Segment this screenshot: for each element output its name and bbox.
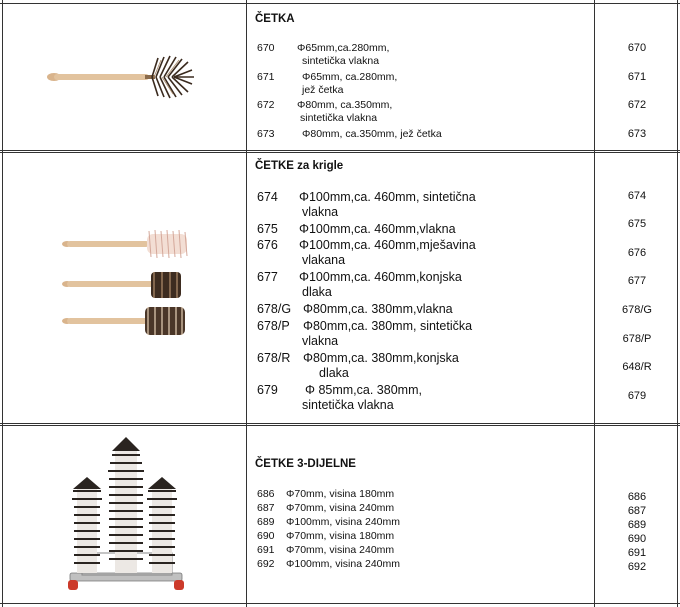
item-description: sintetička vlakna xyxy=(302,398,394,412)
item-code: 687 xyxy=(257,502,275,514)
item-description: Φ65mm,ca.280mm, xyxy=(297,42,390,54)
reference-number: 686 xyxy=(627,491,647,503)
item-code: 675 xyxy=(257,222,278,236)
item-description: Φ80mm,ca. 380mm, sintetička xyxy=(303,319,473,333)
item-code: 690 xyxy=(257,530,275,542)
item-description: sintetička vlakna xyxy=(300,112,378,124)
reference-number: 670 xyxy=(627,42,647,54)
reference-number: 692 xyxy=(627,561,647,573)
row-divider xyxy=(0,423,680,424)
reference-number: 648/R xyxy=(622,361,652,373)
item-code: 674 xyxy=(257,190,278,204)
table-border-top xyxy=(0,3,680,4)
brush-dark xyxy=(62,272,181,298)
item-description: sintetička vlakna xyxy=(302,55,380,67)
item-description: Φ100mm, visina 240mm xyxy=(286,558,400,570)
item-code: 678/R xyxy=(257,351,291,365)
item-code: 679 xyxy=(257,383,278,397)
three-part-brush-image xyxy=(62,433,192,593)
item-description: Φ65mm, ca.280mm, xyxy=(302,71,398,83)
item-description: Φ80mm, ca.350mm, jež četka xyxy=(302,128,442,140)
item-code: 672 xyxy=(257,99,275,111)
row-divider xyxy=(0,150,680,151)
item-code: 678/P xyxy=(257,319,290,333)
section-title: ČETKE 3-DIJELNE xyxy=(255,458,356,470)
item-code: 691 xyxy=(257,544,275,556)
row-divider xyxy=(0,425,680,426)
item-code: 689 xyxy=(257,516,275,528)
reference-number: 690 xyxy=(627,533,647,545)
table-border-bottom xyxy=(0,603,680,604)
reference-number: 678/G xyxy=(622,304,652,316)
item-description: dlaka xyxy=(302,285,332,299)
reference-number: 672 xyxy=(627,99,647,111)
reference-number: 675 xyxy=(627,218,647,230)
brush-white xyxy=(62,230,187,258)
reference-number: 676 xyxy=(627,247,647,259)
reference-number: 673 xyxy=(627,128,647,140)
column-divider xyxy=(594,0,595,607)
item-code: 671 xyxy=(257,71,275,83)
item-code: 677 xyxy=(257,270,278,284)
brush-handle xyxy=(54,74,149,80)
item-description: Φ 85mm,ca. 380mm, xyxy=(305,383,422,397)
brush-wire xyxy=(145,75,155,79)
brush-mixed xyxy=(62,307,185,335)
mug-brushes-image xyxy=(55,225,205,340)
section-title: ČETKE za krigle xyxy=(255,160,344,172)
item-description: Φ80mm,ca. 380mm,vlakna xyxy=(303,302,453,316)
reference-number: 691 xyxy=(627,547,647,559)
table-border-right xyxy=(677,0,678,607)
item-description: vlakna xyxy=(302,334,339,348)
brush-head xyxy=(152,56,194,98)
section-title: ČETKA xyxy=(255,13,295,25)
item-description: Φ80mm,ca. 380mm,konjska xyxy=(303,351,459,365)
item-description: Φ100mm, visina 240mm xyxy=(286,516,400,528)
item-description: vlakna xyxy=(302,205,339,219)
item-description: Φ100mm,ca. 460mm,konjska xyxy=(299,270,462,284)
item-code: 678/G xyxy=(257,302,292,316)
item-code: 692 xyxy=(257,558,275,570)
reference-number: 671 xyxy=(627,71,647,83)
toilet-brush-image xyxy=(40,50,210,100)
reference-number: 689 xyxy=(627,519,647,531)
item-description: Φ100mm,ca. 460mm, sintetična xyxy=(299,190,476,204)
item-description: Φ100mm,ca. 460mm,vlakna xyxy=(299,222,456,236)
item-code: 673 xyxy=(257,128,275,140)
reference-number: 687 xyxy=(627,505,647,517)
item-description: Φ80mm, ca.350mm, xyxy=(297,99,393,111)
table-border-left xyxy=(2,0,3,607)
item-code: 686 xyxy=(257,488,275,500)
item-description: vlakana xyxy=(302,253,346,267)
item-description: jež četka xyxy=(302,84,344,96)
reference-number: 678/P xyxy=(622,333,652,345)
left-brush xyxy=(72,477,102,573)
column-divider xyxy=(246,0,247,607)
item-description: Φ70mm, visina 240mm xyxy=(286,502,395,514)
row-divider xyxy=(0,152,680,153)
item-description: Φ70mm, visina 180mm xyxy=(286,530,395,542)
reference-number: 677 xyxy=(627,275,647,287)
item-description: Φ100mm,ca. 460mm,mješavina xyxy=(299,238,476,252)
item-code: 676 xyxy=(257,238,278,252)
item-code: 670 xyxy=(257,42,275,54)
reference-number: 674 xyxy=(627,190,647,202)
reference-number: 679 xyxy=(627,390,647,402)
item-description: Φ70mm, visina 240mm xyxy=(286,544,395,556)
item-description: dlaka xyxy=(319,366,349,380)
item-description: Φ70mm, visina 180mm xyxy=(286,488,395,500)
